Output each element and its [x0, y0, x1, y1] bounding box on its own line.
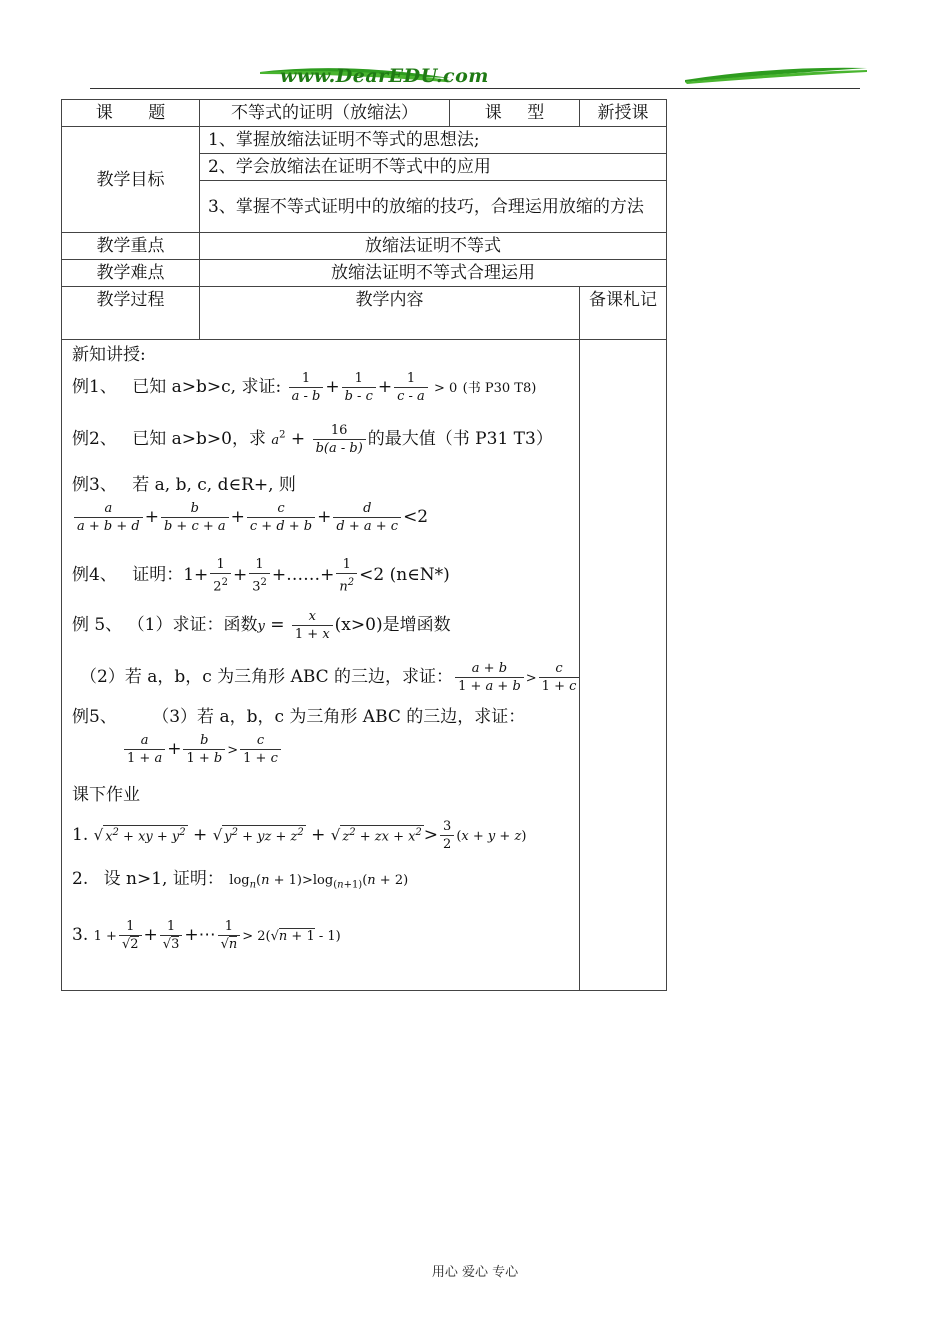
ex5c-label: 例5、: [72, 707, 117, 727]
lesson-plan-table: [61, 99, 667, 991]
topic-value: 不等式的证明（放缩法）: [200, 100, 450, 127]
frac: $\frac{c}{1 + c}$: [240, 732, 281, 767]
hw1-label: 1.: [72, 825, 89, 845]
example-3-formula: $\frac{a}{a + b + d}$ + $\frac{b}{b + c + a}$ + $\frac{c}{c + d + b}$ + $\frac{d}{d + a + c}$ <2: [72, 500, 428, 535]
notes-column: [580, 340, 667, 991]
ex3-text: 若 a, b, c, d∈R+, 则: [132, 475, 296, 495]
frac: $\frac{b}{b + c + a}$: [161, 500, 229, 535]
lesson-content: [62, 340, 580, 991]
hw2-label: 2.: [72, 869, 89, 889]
ex5-text: （1）求证：函数: [127, 615, 258, 635]
example-5-1: 例 5、 （1）求证：函数y = $\frac{x}{1 + x}$ (x>0)是增函数: [72, 609, 451, 642]
difficulty-value: 放缩法证明不等式合理运用: [200, 260, 667, 287]
frac: $\frac{1}{3^2}$: [249, 556, 270, 595]
hw2-text: 设 n>1, 证明：: [103, 869, 224, 889]
frac: $\frac{16}{b(a - b)}$: [313, 422, 366, 457]
ex5b-text: （2）若 a，b，c 为三角形 ABC 的三边，求证：: [80, 667, 454, 687]
process-label: 教学过程: [62, 287, 200, 340]
frac: $\frac{c}{1 + c}$: [539, 660, 580, 695]
goal-item: 3、掌握不等式证明中的放缩的技巧，合理运用放缩的方法: [200, 181, 667, 233]
example-2: 例2、 已知 a>b>0，求 $a^2$ + $\frac{16}{b(a - b)}$ 的最大值（书 P31 T3）: [72, 423, 553, 456]
homework-1: 1. √ $x^2$ + xy + $y^2$ + √ $y^2$ + yz + $z^2$ + √ $z^2$ + zx + $x^2$ > $\frac{3}{2}$ (x + y + z): [72, 819, 527, 852]
ex3-tail: <2: [403, 507, 429, 527]
ex5c-text: （3）若 a，b，c 为三角形 ABC 的三边，求证：: [152, 707, 526, 727]
example-5-3-formula: $\frac{a}{1 + a}$ + $\frac{b}{1 + b}$ > $\frac{c}{1 + c}$: [122, 732, 283, 767]
topic-label: 课 题: [62, 100, 200, 127]
ex4-text: 证明：1+: [132, 565, 209, 586]
type-label: 课 型: [450, 100, 580, 127]
frac: $\frac{1}{2^2}$: [210, 556, 231, 595]
ex2-text: 已知 a>b>0，求: [132, 429, 266, 449]
frac: $\frac{a}{a + b + d}$: [74, 500, 143, 535]
goal-item: 2、学会放缩法在证明不等式中的应用: [200, 154, 667, 181]
frac: $\frac{1}{b - c}$: [342, 370, 376, 405]
notes-label: 备课札记: [580, 287, 667, 340]
goal-item: 1、掌握放缩法证明不等式的思想法;: [200, 127, 667, 154]
ex4-tail: <2 (n∈N*): [359, 565, 450, 586]
homework-3: 3. 1 + $\frac{1}{√2}$ + $\frac{1}{√3}$ +⋯ $\frac{1}{√n}$ > 2(√n + 1 - 1): [72, 919, 341, 952]
example-5-3: [72, 706, 525, 728]
frac: $\frac{a}{1 + a}$: [124, 732, 165, 767]
frac: $\frac{1}{a - b}$: [289, 370, 324, 405]
ex5-tail: (x>0)是增函数: [334, 615, 451, 635]
frac: $\frac{1}{√n}$: [218, 918, 241, 953]
example-1: 例1、 已知 a>b>c, 求证: $\frac{1}{a - b}$ + $\frac{1}{b - c}$ + $\frac{1}{c - a}$ > 0 (书 P30 T8): [72, 371, 537, 404]
goals-label: 教学目标: [62, 127, 200, 233]
logo-text: www.DearEDU.com: [280, 65, 489, 87]
ex2-label: 例2、: [72, 429, 117, 449]
ex1-ref: (书 P30 T8): [462, 381, 537, 396]
frac: $\frac{c}{c + d + b}$: [247, 500, 315, 535]
frac: $\frac{1}{n^2}$: [336, 556, 357, 595]
key-label: 教学重点: [62, 233, 200, 260]
key-value: 放缩法证明不等式: [200, 233, 667, 260]
difficulty-label: 教学难点: [62, 260, 200, 287]
homework-2: 2. 设 n>1, 证明： $\log_n(n + 1)>\log_{(n+1)}(n + 2)$: [72, 869, 409, 891]
example-3: [72, 474, 296, 496]
type-value: 新授课: [580, 100, 667, 127]
example-4: 例4、 证明：1+ $\frac{1}{2^2}$ + $\frac{1}{3^2}$ +……+ $\frac{1}{n^2}$ <2 (n∈N*): [72, 557, 450, 595]
frac: $\frac{1}{√2}$: [119, 918, 142, 953]
frac: $\frac{d}{d + a + c}$: [333, 500, 401, 535]
ex1-label: 例1、: [72, 377, 117, 397]
frac: $\frac{x}{1 + x}$: [292, 608, 333, 643]
frac: $\frac{1}{c - a}$: [394, 370, 428, 405]
example-5-2: （2）若 a，b，c 为三角形 ABC 的三边，求证： $\frac{a + b}{1 + a + b}$ > $\frac{c}{1 + c}$: [80, 660, 581, 695]
ex2-tail: 的最大值（书 P31 T3）: [367, 429, 553, 449]
ex5-label: 例 5、: [72, 615, 123, 635]
header-rule: [90, 88, 860, 89]
ex4-label: 例4、: [72, 565, 117, 586]
ex3-label: 例3、: [72, 475, 117, 495]
footer-motto: 用心 爱心 专心: [431, 1265, 519, 1280]
frac: $\frac{a + b}{1 + a + b}$: [455, 660, 524, 695]
intro-heading: 新知讲授:: [72, 345, 146, 365]
hw3-label: 3.: [72, 925, 89, 945]
frac: $\frac{1}{√3}$: [160, 918, 183, 953]
ex1-text: 已知 a>b>c, 求证:: [132, 377, 282, 397]
content-label: 教学内容: [200, 287, 580, 340]
page-header: [90, 64, 860, 92]
homework-title: 课下作业: [72, 785, 140, 805]
frac: $\frac{3}{2}$: [440, 818, 454, 853]
frac: $\frac{b}{1 + b}$: [183, 732, 225, 767]
